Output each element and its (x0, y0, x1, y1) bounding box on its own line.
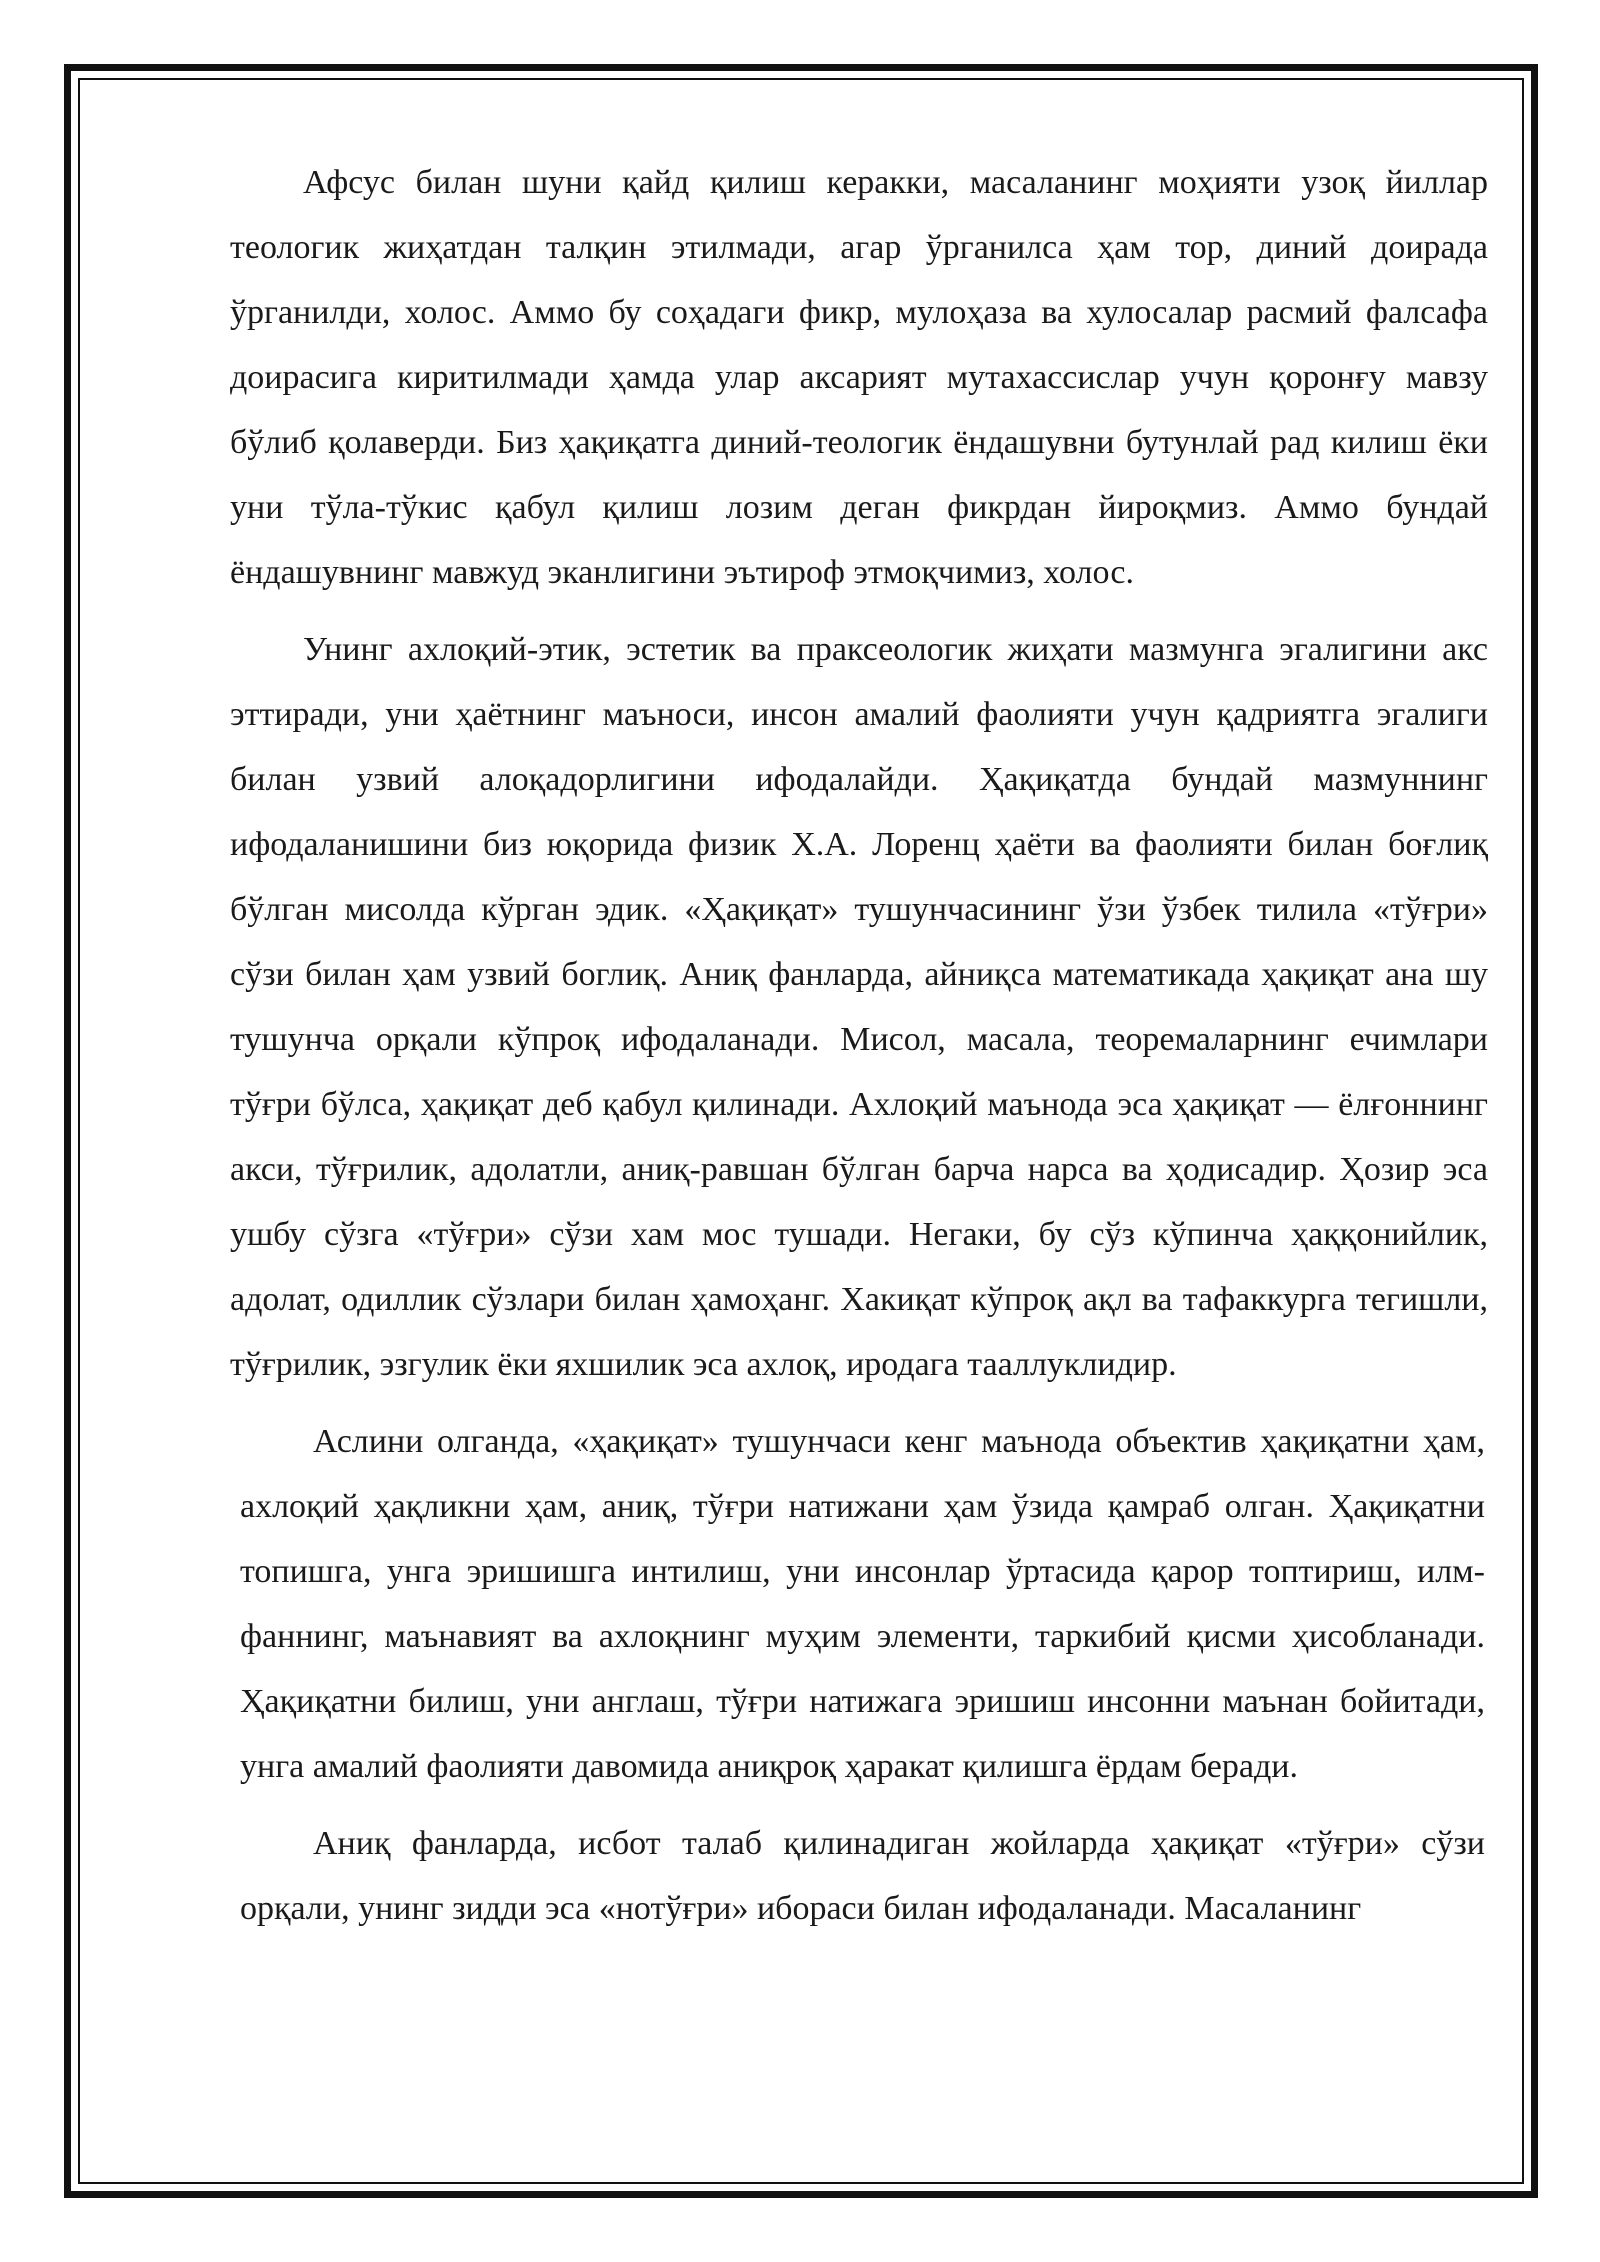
paragraph-1: Афсус билан шуни қайд қилиш керакки, масаланинг моҳияти узоқ йиллар теологик жиҳатдан талқин этилмади, агар ўрганилса ҳам тор, диний доирада ўрганилди, холос. Аммо бу соҳадаги фикр, мулоҳаза ва хулосалар расмий фалсафа доирасига киритилмади ҳамда улар аксарият мутахассислар учун қоронғу мавзу бўлиб қолаверди. Биз ҳақиқатга диний-теологик ёндашувни бутунлай рад килиш ёки уни тўла-тўкис қабул қилиш лозим деган фикрдан йироқмиз. Аммо бундай ёндашувнинг мавжуд эканлигини эътироф этмоқчимиз, холос. (230, 164, 1488, 591)
document-body (230, 150, 1488, 1941)
paragraph-4: Аниқ фанларда, исбот талаб қилинадиган жойларда ҳақиқат «тўғри» сўзи орқали, унинг зидди эса «нотўғри» ибораси билан ифодаланади. Масаланинг (240, 1825, 1485, 1927)
paragraph-3: Аслини олганда, «ҳақиқат» тушунчаси кенг маънода объектив ҳақиқатни ҳам, ахлоқий ҳақликни ҳам, аниқ, тўғри натижани ҳам ўзида қамраб олган. Ҳақиқатни топишга, унга эришишга интилиш, уни инсонлар ўртасида қарор топтириш, илм-фаннинг, маънавият ва ахлоқнинг муҳим элементи, таркибий қисми ҳисобланади. Ҳақиқатни билиш, уни англаш, тўғри натижага эришиш инсонни маънан бойитади, унга амалий фаолияти давомида аниқроқ ҳаракат қилишга ёрдам беради. (240, 1423, 1485, 1785)
paragraph-2: Унинг ахлоқий-этик, эстетик ва праксеологик жиҳати мазмунга эгалигини акс эттиради, уни ҳаётнинг маъноси, инсон амалий фаолияти учун қадриятга эгалиги билан узвий алоқадорлигини ифодалайди. Ҳақиқатда бундай мазмуннинг ифодаланишини биз юқорида физик Х.А. Лоренц ҳаёти ва фаолияти билан боғлиқ бўлган мисолда кўрган эдик. «Ҳақиқат» тушунчасининг ўзи ўзбек тилила «тўғри» сўзи билан ҳам узвий боглиқ. Аниқ фанларда, айниқса математикада ҳақиқат ана шу тушунча орқали кўпроқ ифодаланади. Мисол, масала, теоремаларнинг ечимлари тўғри бўлса, ҳақиқат деб қабул қилинади. Ахлоқий маънода эса ҳақиқат — ёлғоннинг акси, тўғрилик, адолатли, аниқ-равшан бўлган барча нарса ва ҳодисадир. Ҳозир эса ушбу сўзга «тўғри» сўзи хам мос тушади. Негаки, бу сўз кўпинча ҳаққонийлик, адолат, одиллик сўзлари билан ҳамоҳанг. Хакиқат кўпроқ ақл ва тафаккурга тегишли, тўғрилик, эзгулик ёки яхшилик эса ахлоқ, иродага тааллуклидир. (230, 631, 1488, 1383)
